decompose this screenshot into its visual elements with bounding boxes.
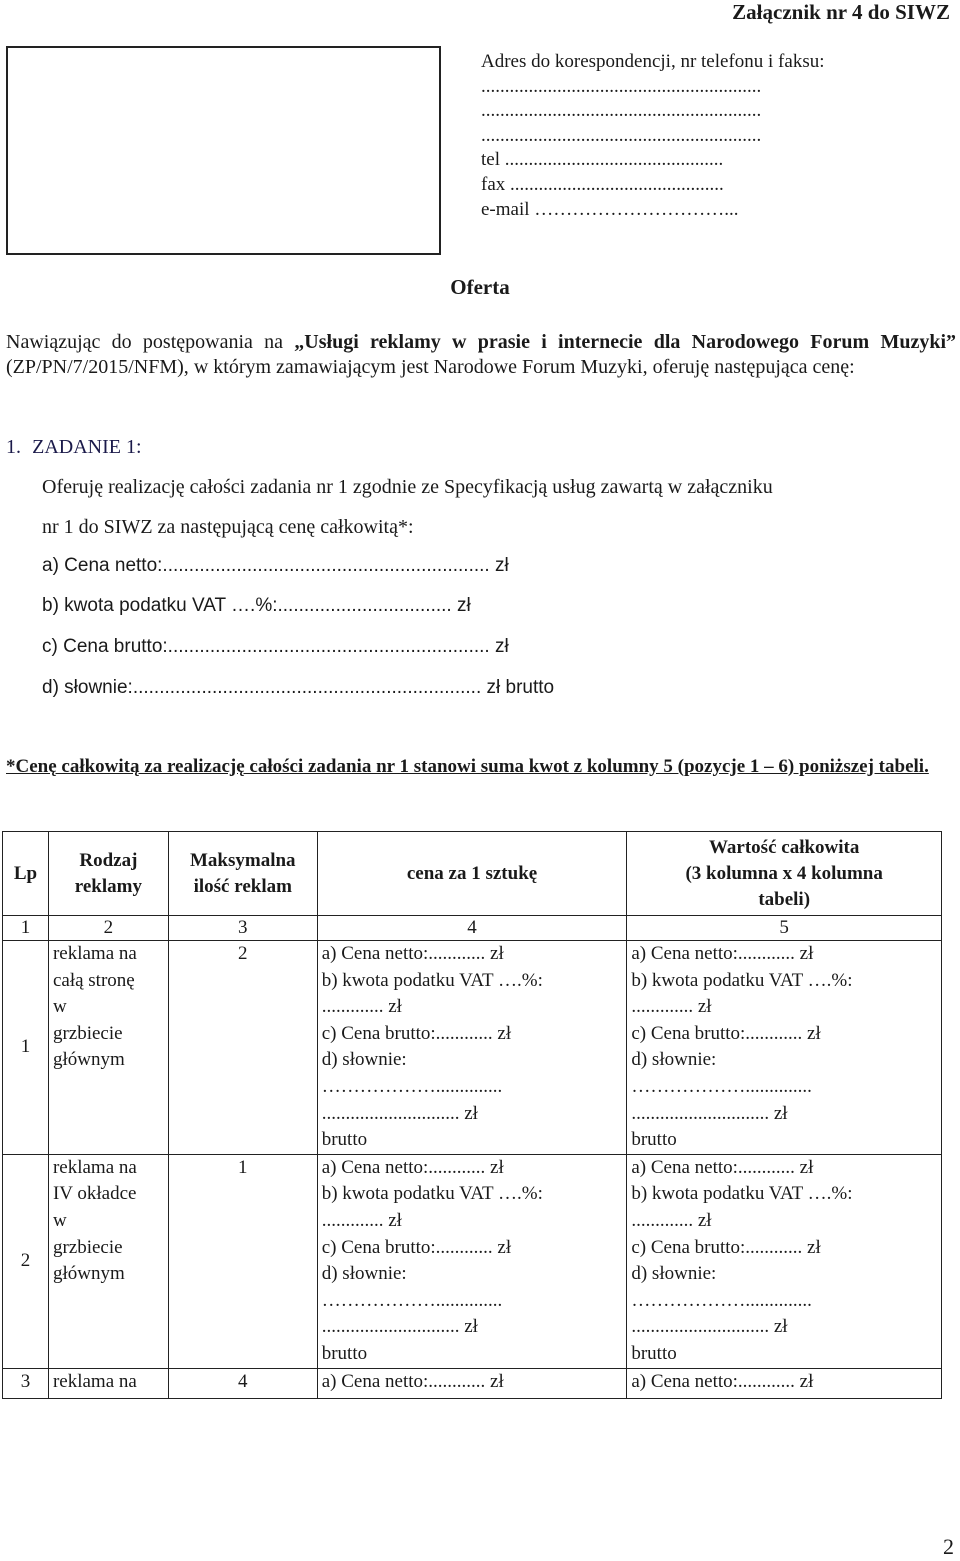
reference-number: (ZP/PN/7/2015/NFM), xyxy=(6,355,189,378)
col-num: 1 xyxy=(3,916,49,941)
row-lp: 3 xyxy=(3,1368,49,1398)
document-title: Oferta xyxy=(450,275,510,299)
email-line: e-mail …………………………... xyxy=(481,198,739,220)
vat-line: b) kwota podatku VAT ….%:................................. zł xyxy=(42,595,471,616)
task-title: ZADANIE 1: xyxy=(32,436,142,458)
row-type: reklama na całą stronę w grzbiecie głównym xyxy=(48,941,168,1155)
service-name: „Usługi reklamy w prasie i internecie dla Narodowego Forum Muzyki” xyxy=(294,331,956,353)
offer-line-2: nr 1 do SIWZ za następującą cenę całkowitą*: xyxy=(42,516,414,538)
company-stamp-box xyxy=(6,46,441,255)
header-type: Rodzaj reklamy xyxy=(48,832,168,916)
price-table xyxy=(2,831,942,1399)
row-type: reklama na IV okładce w grzbiecie głównym xyxy=(48,1154,168,1368)
row-lp: 2 xyxy=(3,1154,49,1368)
address-label: Adres do korespondencji, nr telefonu i faksu: xyxy=(481,51,825,72)
row-unit-price: a) Cena netto:............ zł xyxy=(317,1368,627,1398)
words-line: d) słownie:.................................................................. zł brutto xyxy=(42,677,555,698)
row-qty: 4 xyxy=(168,1368,317,1398)
table-header-row xyxy=(3,832,942,916)
offer-line-1: Oferuję realizację całości zadania nr 1 zgodnie ze Specyfikacją usług zawartą w załączniku xyxy=(42,476,773,498)
table-row xyxy=(3,1154,942,1368)
col-num: 2 xyxy=(48,916,168,941)
table-row xyxy=(3,1368,942,1398)
intro-part-1: Nawiązując do postępowania na xyxy=(6,331,295,353)
address-line-2: ........................................................... xyxy=(481,100,762,122)
row-qty: 2 xyxy=(168,941,317,1155)
page-number: 2 xyxy=(943,1534,954,1559)
row-lp: 1 xyxy=(3,941,49,1155)
intro-part-2: w którym zamawiającym jest Narodowe Forum Muzyki, oferuję następująca cenę: xyxy=(188,355,855,378)
column-number-row xyxy=(3,916,942,941)
col-num: 3 xyxy=(168,916,317,941)
address-line-3: ........................................................... xyxy=(481,124,762,146)
fax-line: fax ............................................. xyxy=(481,173,724,195)
footnote: *Cenę całkowitą za realizację całości zadania nr 1 stanowi suma kwot z kolumny 5 (pozycje 1 – 6) poniższej tabeli. xyxy=(6,756,929,777)
row-qty: 1 xyxy=(168,1154,317,1368)
col-num: 4 xyxy=(317,916,627,941)
task-number: 1. xyxy=(6,436,21,458)
annex-label: Załącznik nr 4 do SIWZ xyxy=(732,0,950,24)
gross-price-line: c) Cena brutto:............................................................. zł xyxy=(42,636,509,657)
row-unit-price: a) Cena netto:............ zł b) kwota podatku VAT ….%: ............. zł c) Cena brutto:............ zł d) słownie: ……………….............. ............................. zł brutto xyxy=(317,1154,627,1368)
row-total-value: a) Cena netto:............ zł b) kwota podatku VAT ….%: ............. zł c) Cena brutto:............ zł d) słownie: ……………….............. ............................. zł brutto xyxy=(627,941,942,1155)
header-unit-price: cena za 1 sztukę xyxy=(317,832,627,916)
header-lp: Lp xyxy=(3,832,49,916)
col-num: 5 xyxy=(627,916,942,941)
address-block xyxy=(481,50,825,222)
header-max-qty: Maksymalna ilość reklam xyxy=(168,832,317,916)
row-unit-price: a) Cena netto:............ zł b) kwota podatku VAT ….%: ............. zł c) Cena brutto:............ zł d) słownie: ……………….............. ............................. zł brutto xyxy=(317,941,627,1155)
row-total-value: a) Cena netto:............ zł xyxy=(627,1368,942,1398)
tel-line: tel .............................................. xyxy=(481,149,724,171)
task-heading xyxy=(6,436,142,459)
header-total-value: Wartość całkowita (3 kolumna x 4 kolumna tabeli) xyxy=(627,832,942,916)
row-total-value: a) Cena netto:............ zł b) kwota podatku VAT ….%: ............. zł c) Cena brutto:............ zł d) słownie: ……………….............. ............................. zł brutto xyxy=(627,1154,942,1368)
intro-paragraph xyxy=(6,330,956,379)
address-line-1: ........................................................... xyxy=(481,75,762,97)
net-price-line: a) Cena netto:.............................................................. zł xyxy=(42,555,509,576)
table-row xyxy=(3,941,942,1155)
row-type: reklama na xyxy=(48,1368,168,1398)
